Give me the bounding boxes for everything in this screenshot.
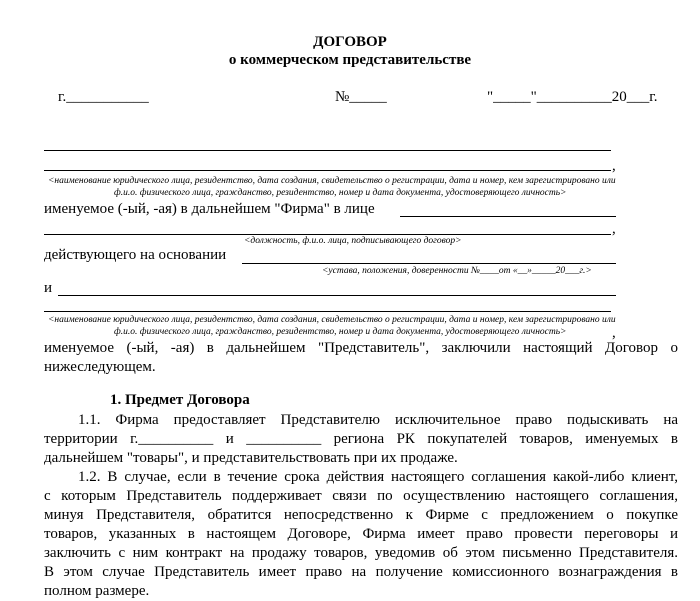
position-line [44, 234, 611, 235]
named-representative-paragraph [44, 339, 678, 377]
clause-line: 1.1. Фирма предоставляет Представителю исключительное право подыскивать на [78, 412, 678, 428]
party-b-line-1 [58, 295, 616, 296]
firm-representative-blank [400, 216, 616, 217]
city-field [58, 89, 149, 106]
clause-line: заключить с ним контракт на продажу товаров, уведомив об этом письменно Представителя. [44, 545, 678, 561]
paragraph-line: именуемое (-ый, -ая) в дальнейшем "Представитель", заключили настоящий Договор о [44, 340, 678, 356]
clause-1-1 [44, 411, 678, 468]
caption-entity-a: <наименование юридического лица, резидентство, дата создания, свидетельство о регистрации, дата и номер, кем зарегистрировано или [48, 176, 616, 186]
caption-entity-b: ф.и.о. физического лица, гражданство, резидентство, номер и дата документа, удостоверяющего личность> [114, 188, 567, 198]
basis-blank [242, 263, 616, 264]
party-b-line-2 [44, 311, 611, 312]
comma-1: , [612, 158, 616, 174]
clause-line: с которым Представитель поддерживает связи по осуществлению настоящего соглашения, [44, 488, 678, 504]
comma-3: , [612, 325, 616, 341]
caption-basis: <устава, положения, доверенности №____от «__»_____20___г.> [322, 266, 592, 276]
clause-line: 1.2. В случае, если в течение срока действия настоящего соглашения какой-либо клиент, [78, 469, 678, 485]
document-subtitle: о коммерческом представительстве [228, 52, 472, 68]
caption-position: <должность, ф.и.о. лица, подписывающего договор> [244, 236, 462, 246]
city-blank: ___________ [66, 89, 149, 105]
clause-1-2 [44, 468, 678, 601]
caption-entity-b-a: <наименование юридического лица, резидентство, дата создания, свидетельство о регистрации, дата и номер, кем зарегистрировано или [48, 315, 616, 325]
clause-line: В этом случае Представитель имеет право на получение комиссионного вознаграждения в [44, 564, 678, 580]
clause-line: минуя Представителя, обратится непосредственно к Фирме с предложением о покупке [44, 507, 678, 523]
clause-line: дальнейшем "товары", и представительствовать при их продаже. [44, 450, 458, 466]
city-label: г. [58, 89, 67, 105]
and-text: и [44, 280, 53, 296]
acting-basis-text: действующего на основании [44, 247, 227, 263]
paragraph-line: нижеследующем. [44, 359, 156, 375]
named-firm-text: именуемое (-ый, -ая) в дальнейшем "Фирма" в лице [44, 201, 375, 217]
comma-2: , [612, 221, 616, 237]
clause-line: полном размере. [44, 583, 150, 599]
document-title: ДОГОВОР [313, 34, 387, 50]
clause-line: территории г.__________ и __________ региона РК покупателей товаров, именуемых в [44, 431, 678, 447]
section-1-heading: 1. Предмет Договора [110, 392, 250, 408]
contract-number: №_____ [335, 89, 387, 105]
contract-date: "_____"__________20___г. [487, 89, 658, 105]
party-a-line-1 [44, 150, 611, 151]
clause-line: товаров, указанных в настоящем Договоре, Фирма имеет право провести переговоры и [44, 526, 678, 542]
caption-entity-b-b: ф.и.о. физического лица, гражданство, резидентство, номер и дата документа, удостоверяющего личность> [114, 327, 567, 337]
party-a-line-2 [44, 170, 611, 171]
